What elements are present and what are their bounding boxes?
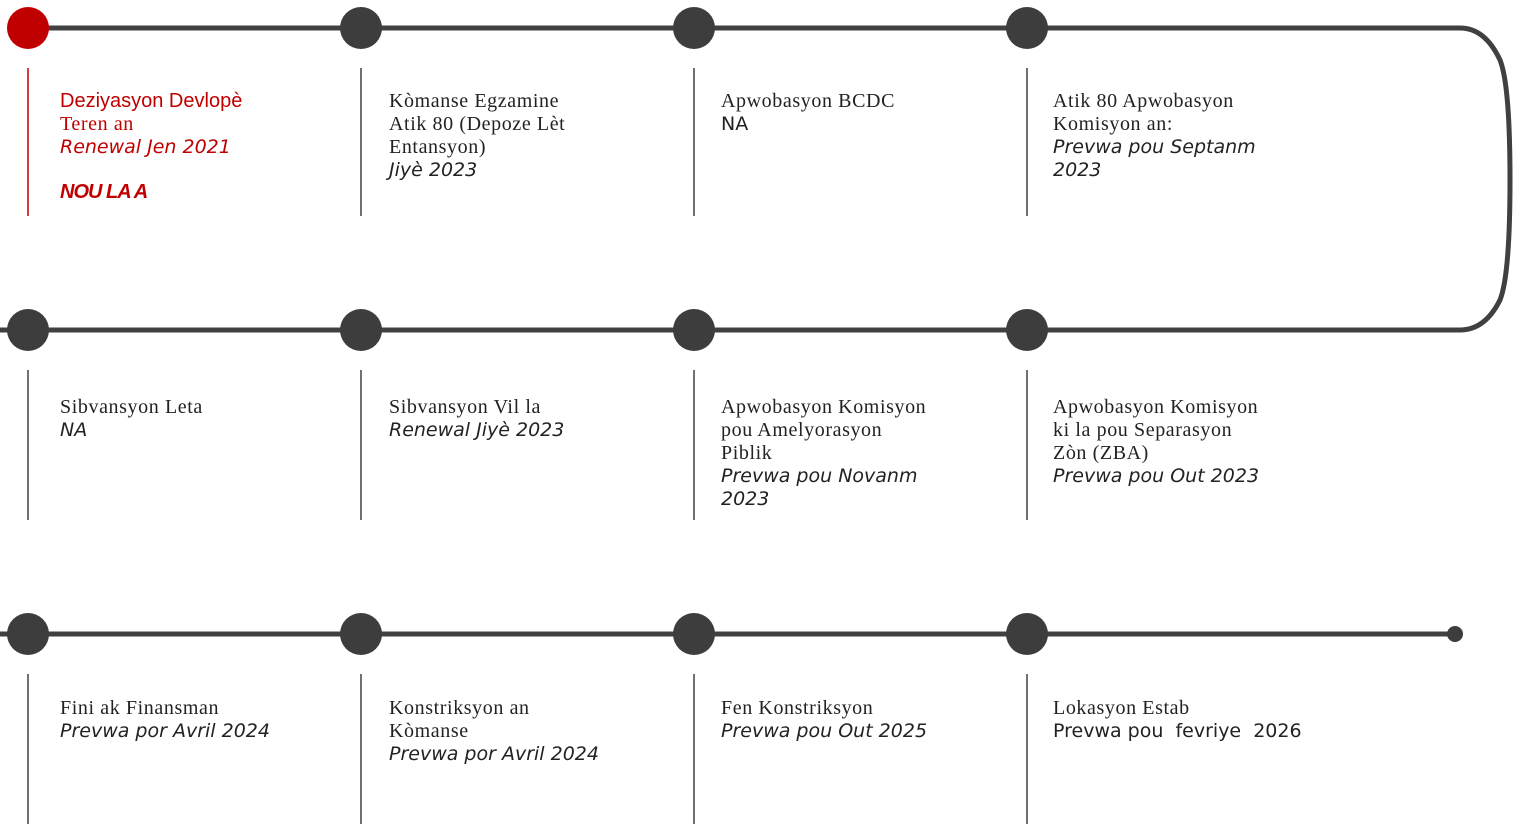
milestone-3	[721, 90, 991, 136]
timeline-end-dot	[1447, 626, 1463, 642]
milestone-node-10	[340, 613, 382, 655]
milestone-4	[1053, 90, 1323, 182]
milestone-date: Renewal Jiyè 2023	[389, 419, 565, 441]
milestone-node-6	[340, 309, 382, 351]
milestone-date: Prevwa pou Out 2025	[721, 720, 928, 742]
milestone-title: Apwobasyon Komisyon pou Amelyorasyon Piblik	[721, 396, 927, 464]
milestone-node-5	[7, 309, 49, 351]
milestone-title: Lokasyon Estab	[1053, 697, 1190, 719]
milestone-title: Sibvansyon Vil la	[389, 396, 541, 418]
milestone-1	[60, 90, 330, 204]
milestone-date: Prevwa pou Septanm 2023	[1053, 136, 1256, 181]
milestone-node-11	[673, 613, 715, 655]
milestone-node-2	[340, 7, 382, 49]
milestone-date: Jiyè 2023	[389, 159, 478, 181]
milestone-title: Apwobasyon Komisyon ki la pou Separasyon Zòn (ZBA)	[1053, 396, 1259, 464]
milestone-title: Deziyasyon Devlopè	[60, 90, 243, 112]
milestone-node-4	[1006, 7, 1048, 49]
milestone-detail: NA	[721, 113, 749, 135]
milestone-title: Apwobasyon BCDC	[721, 90, 896, 112]
milestone-subtitle: Teren an	[60, 113, 134, 135]
milestone-date: Prevwa pou Novanm 2023	[721, 465, 918, 510]
milestone-date: Prevwa por Avril 2024	[60, 720, 270, 742]
milestone-title: Kòmanse Egzamine Atik 80 (Depoze Lèt Entansyon)	[389, 90, 566, 158]
milestone-6	[389, 396, 659, 442]
milestone-node-8	[1006, 309, 1048, 351]
milestone-9	[60, 697, 330, 743]
milestone-date: Prevwa por Avril 2024	[389, 743, 599, 765]
milestone-title: Konstriksyon an Kòmanse	[389, 697, 530, 742]
milestone-node-7	[673, 309, 715, 351]
milestone-title: Fen Konstriksyon	[721, 697, 874, 719]
milestone-10	[389, 697, 659, 766]
milestone-node-1	[7, 7, 49, 49]
milestone-7	[721, 396, 991, 511]
milestone-node-3	[673, 7, 715, 49]
current-stage-badge: NOU LA A	[60, 181, 148, 203]
milestone-date: NA	[60, 419, 88, 441]
milestone-8	[1053, 396, 1323, 488]
milestone-12	[1053, 697, 1323, 743]
milestone-date: Renewal Jen 2021	[60, 136, 231, 158]
milestone-title: Fini ak Finansman	[60, 697, 220, 719]
milestone-node-12	[1006, 613, 1048, 655]
milestone-node-9	[7, 613, 49, 655]
milestone-title: Sibvansyon Leta	[60, 396, 203, 418]
milestone-date: Prevwa pou Out 2023	[1053, 465, 1260, 487]
milestone-11	[721, 697, 991, 743]
milestone-title: Atik 80 Apwobasyon Komisyon an:	[1053, 90, 1234, 135]
milestone-detail: Prevwa pou fevriye 2026	[1053, 720, 1302, 742]
milestone-2	[389, 90, 659, 182]
milestone-5	[60, 396, 330, 442]
